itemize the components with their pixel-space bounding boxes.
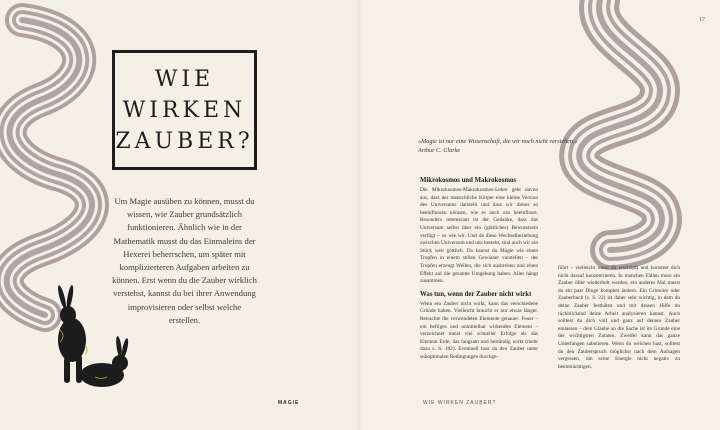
hares-illustration	[40, 285, 140, 395]
text-column-right	[558, 265, 680, 375]
right-page	[360, 0, 720, 430]
section-text-spell-fails-part1: Wenn ein Zauber nicht wirkt, kann das verschiedene Gründe haben. Vielleicht braucht er nur etwas länger. Betrachte die verwendeten Elemente genauer: Feuer – ein heftiges und unmittelbar wirkendes Element – verzeichnet meist viel schneller Erfolge als das Element Erde, das langsam und beständig wirkt (mehr dazu s. S. 182). Eventuell hast du den Zauber unter suboptimalen Bedingungen durchge-	[420, 300, 538, 360]
chapter-title-box	[112, 50, 257, 170]
title-line-1: WIE	[154, 66, 215, 92]
book-gutter	[357, 0, 363, 430]
intro-paragraph: Um Magie ausüben zu können, musst du wissen, wie Zauber grundsätzlich funktionieren. Ähnlich wie in der Mathematik musst du das Einmaleins der Hexerei beherrschen, um später mit komplizierteren Aufgaben arbeiten zu können. Erst wenn du die Zauber wirklich verstehst, kannst du bei ihrer Anwendung improvisieren oder selbst welche erstellen.	[112, 196, 257, 325]
section-heading-microcosm: Mikrokosmos und Makrokosmos	[420, 177, 517, 184]
epigraph-quote: »Magie ist nur eine Wissenschaft, die wir noch nicht verstehen.« Arthur C. Clarke	[418, 138, 578, 154]
title-line-3: ZAUBER?	[115, 128, 254, 154]
page-number: 17	[699, 17, 705, 23]
title-line-2: WIRKEN	[122, 97, 247, 123]
text-column-left	[420, 176, 538, 365]
footer-chapter-label: WIE WIRKEN ZAUBER?	[423, 400, 497, 406]
section-heading-spell-fails: Was tun, wenn der Zauber nicht wirkt	[420, 290, 532, 298]
footer-section-label: MAGIE	[278, 400, 300, 406]
section-text-spell-fails-part2: führt – vielleicht warst du erschöpft und konntest dich nicht darauf konzentrieren. In manchen Fällen muss ein Zauber öfter wiederholt werden, ein anderes Mal musst du ein paar Dinge komplett ändern. Ein Grimoire oder Zauberbuch (s. S. 22) ist daher sehr wichtig, in dem du deine Zauber festhältst und mit dessen Hilfe du rückblickend deine Arbeit analysieren kannst. Auch solltest du dich voll und ganz auf deinen Zauber einlassen – dein Glaube an die Sache ist im Grunde eine der wichtigsten Zutaten. Zweifel kann das ganze Unterfangen sabotieren. Wenn du welchen hast, solltest du den Zauberspruch möglichst nach dem Aufsagen vergessen, um seine Energie nicht negativ zu beeinträchtigen.	[558, 265, 680, 370]
section-text-microcosm: Die Mikrokosmos-Makrokosmos-Lehre geht davon aus, dass der menschliche Körper eine kleine Version des Universums darstellt und dass wir dieses so beeinflussen können, wie es auch uns beeinflusst. Besonders interessant ist der Gedanke, dass das Universum selbst über ein (göttliches) Bewusstsein verfügt – so wie wir. Und da diese Wechselbeziehung zwischen Universum und uns besteht, sind auch wir ein Stück weit göttlich. Da kannst du Magie wie einen Tropfen in einem stillen Gewässer vorstellen – der Tropfen erzeugt Wellen, die sich ausbreiten und einen Effekt auf die gesamte Umgebung haben. Alles hängt zusammen.	[420, 187, 538, 285]
